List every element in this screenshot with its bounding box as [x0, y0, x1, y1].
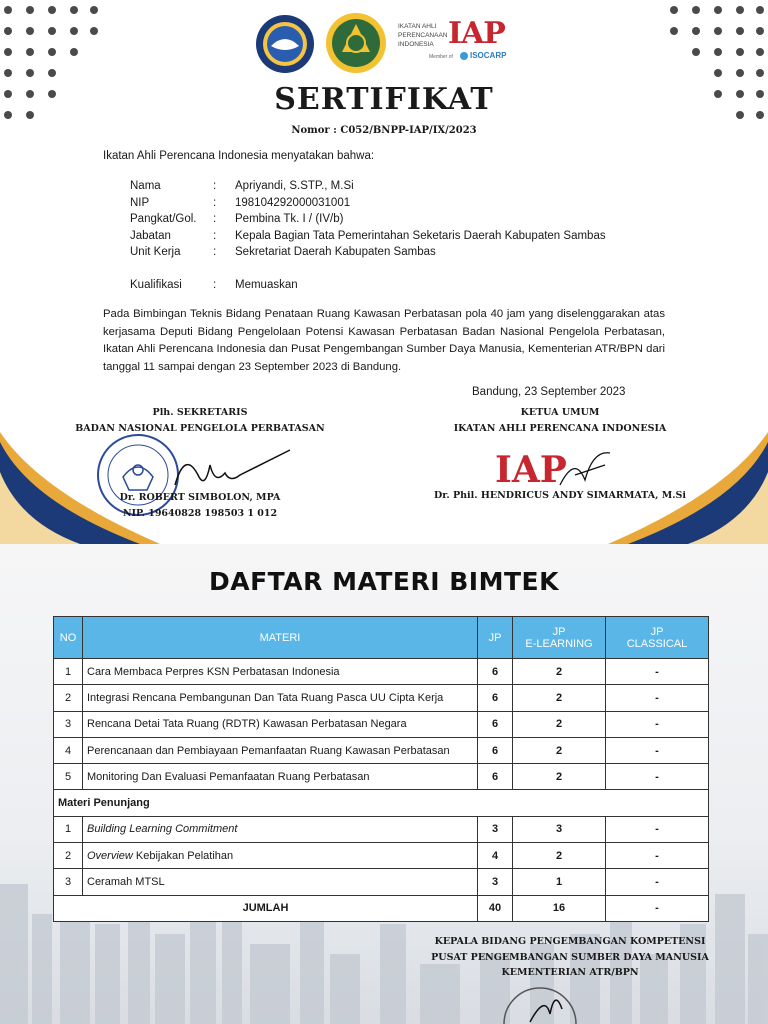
cell-classical: -: [606, 659, 709, 685]
cell-elearning: 2: [513, 659, 606, 685]
materi-table: [53, 616, 709, 922]
right-sig-line1: KETUA UMUM: [520, 407, 600, 418]
cell-elearning: 3: [513, 816, 606, 842]
field-value: Pembina Tk. I / (IV/b): [235, 213, 344, 225]
field-row: [130, 263, 606, 280]
table-row: [54, 764, 709, 790]
footer-signatory: [400, 934, 740, 981]
cell-classical: -: [606, 737, 709, 763]
field-label: Kualifikasi: [130, 279, 182, 291]
certificate-number: Nomor : C052/BNPP-IAP/IX/2023: [291, 125, 477, 136]
right-signatory-name: Dr. Phil. HENDRICUS ANDY SIMARMATA, M.Si: [433, 490, 687, 501]
cell-classical: -: [606, 843, 709, 869]
field-row: [130, 197, 606, 214]
right-signatory-title: [430, 405, 690, 437]
svg-text:IAP: IAP: [495, 449, 567, 491]
intro-text: Ikatan Ahli Perencana Indonesia menyatakan bahwa:: [103, 150, 375, 162]
cell-jp: 6: [478, 659, 513, 685]
total-row: [54, 895, 709, 921]
col-jp-header: JP: [478, 617, 513, 659]
cell-no: 1: [54, 816, 83, 842]
total-classical: -: [606, 895, 709, 921]
col-no-header: NO: [54, 617, 83, 659]
field-label: Nama: [130, 180, 161, 192]
cell-elearning: 2: [513, 737, 606, 763]
cell-elearning: 2: [513, 685, 606, 711]
field-value: Apriyandi, S.STP., M.Si: [235, 180, 354, 192]
cell-no: 2: [54, 843, 83, 869]
right-signature-icon: [555, 445, 615, 495]
field-value: Memuaskan: [235, 279, 298, 291]
cell-jp: 4: [478, 843, 513, 869]
field-colon: :: [213, 246, 217, 258]
col-materi-header: MATERI: [83, 617, 478, 659]
col-elearning-header: [513, 617, 606, 659]
footer-stamp-icon: [500, 984, 580, 1024]
materi-title: DAFTAR MATERI BIMTEK: [208, 567, 559, 596]
certificate-body: Pada Bimbingan Teknis Bidang Penataan Ruang Kawasan Perbatasan pola 40 jam yang diselenggarakan atas kerjasama Deputi Bidang Pengelolaan Potensi Kawasan Perbatasan Badan Nasional Pengelola Perbatasan, Ikatan Ahli Perencana Indonesia dan Pusat Pengembangan Sumber Daya Manusia, Kementerian ATR/BPN dari tanggal 11 sampai dengan 23 September 2023 di Bandung.: [103, 308, 665, 373]
cell-jp: 6: [478, 711, 513, 737]
col-classical-line1: JP: [650, 625, 664, 638]
field-row: [130, 213, 606, 230]
cell-no: 3: [54, 711, 83, 737]
member-of-text: Member of: [429, 54, 453, 60]
col-elearning-line2: E-LEARNING: [525, 637, 593, 650]
recipient-fields: [130, 180, 606, 296]
materi-italic: Overview: [87, 849, 133, 862]
footer-sig-line2: PUSAT PENGEMBANGAN SUMBER DAYA MANUSIA: [431, 951, 709, 963]
cell-elearning: 2: [513, 711, 606, 737]
field-row: [130, 279, 606, 296]
table-row: [54, 659, 709, 685]
field-colon: :: [213, 196, 217, 209]
field-value: Kepala Bagian Tata Pemerintahan Seketaris Daerah Kabupaten Sambas: [235, 229, 606, 242]
field-label: NIP: [130, 196, 150, 209]
logo-row: [255, 12, 525, 72]
col-classical-line2: CLASSICAL: [626, 637, 688, 650]
cell-materi: Cara Membaca Perpres KSN Perbatasan Indonesia: [83, 659, 478, 685]
field-row: [130, 246, 606, 263]
table-row: [54, 737, 709, 763]
field-row: [130, 180, 606, 197]
certificate-title: SERTIFIKAT: [274, 82, 494, 117]
cell-jp: 6: [478, 685, 513, 711]
cell-materi: Perencanaan dan Pembiayaan Pemanfaatan Ruang Kawasan Perbatasan: [83, 737, 478, 763]
materi-page: [0, 544, 768, 1024]
isocarp-dot-icon: [460, 52, 468, 60]
cell-classical: -: [606, 816, 709, 842]
left-sig-line1: Plh. SEKRETARIS: [152, 407, 248, 418]
cell-elearning: 1: [513, 869, 606, 895]
section-row: [54, 790, 709, 816]
cell-classical: -: [606, 685, 709, 711]
cell-no: 5: [54, 764, 83, 790]
section-label: Materi Penunjang: [54, 790, 709, 816]
right-sig-line2: IKATAN AHLI PERENCANA INDONESIA: [453, 423, 667, 434]
field-colon: :: [213, 229, 217, 242]
left-sig-name: Dr. ROBERT SIMBOLON, MPA: [119, 492, 281, 503]
iap-logo: IAP: [448, 16, 505, 51]
cell-no: 2: [54, 685, 83, 711]
cell-jp: 6: [478, 764, 513, 790]
cell-materi: [83, 869, 478, 895]
cell-elearning: 2: [513, 764, 606, 790]
field-colon: [213, 263, 235, 280]
cell-classical: -: [606, 869, 709, 895]
cell-materi: Monitoring Dan Evaluasi Pemanfaatan Ruang Perbatasan: [83, 764, 478, 790]
cell-no: 3: [54, 869, 83, 895]
cell-classical: -: [606, 711, 709, 737]
iap-org-text: IKATAN AHLI PERENCANAAN INDONESIA: [398, 23, 448, 48]
cell-materi: [83, 816, 478, 842]
footer-sig-line3: KEMENTERIAN ATR/BPN: [501, 967, 639, 978]
total-label: JUMLAH: [54, 895, 478, 921]
field-value: Sekretariat Daerah Kabupaten Sambas: [235, 246, 436, 258]
field-label: Jabatan: [130, 229, 171, 242]
isocarp-text: ISOCARP: [470, 51, 507, 60]
field-colon: :: [213, 279, 217, 291]
total-jp: 40: [478, 895, 513, 921]
total-elearning: 16: [513, 895, 606, 921]
left-sig-line2: BADAN NASIONAL PENGELOLA PERBATASAN: [75, 423, 325, 434]
cell-no: 4: [54, 737, 83, 763]
cell-materi: [83, 843, 478, 869]
cell-materi: Rencana Detai Tata Ruang (RDTR) Kawasan Perbatasan Negara: [83, 711, 478, 737]
table-row: [54, 843, 709, 869]
table-row: [54, 816, 709, 842]
col-classical-header: [606, 617, 709, 659]
field-value: 198104292000031001: [235, 196, 351, 209]
atr-bpn-logo-icon: [325, 12, 387, 74]
field-colon: :: [213, 180, 217, 192]
bnpp-logo-icon: [255, 14, 315, 74]
field-row: [130, 230, 606, 247]
left-sig-nip: NIP. 19640828 198503 1 012: [122, 508, 278, 519]
cell-elearning: 2: [513, 843, 606, 869]
cell-jp: 3: [478, 816, 513, 842]
wave-decoration-right: [598, 432, 768, 544]
table-row: [54, 685, 709, 711]
field-colon: :: [213, 213, 217, 225]
table-row: [54, 869, 709, 895]
col-elearning-line1: JP: [552, 625, 566, 638]
place-date: Bandung, 23 September 2023: [472, 386, 626, 398]
table-header-row: [54, 617, 709, 659]
field-label: [130, 263, 213, 280]
left-signatory-name: [95, 490, 305, 522]
materi-text: Ceramah MTSL: [87, 876, 165, 889]
footer-sig-line1: KEPALA BIDANG PENGEMBANGAN KOMPETENSI: [434, 936, 706, 947]
materi-text: Kebijakan Pelatihan: [132, 849, 234, 862]
isocarp-logo: [460, 51, 506, 60]
cell-classical: -: [606, 764, 709, 790]
cell-jp: 3: [478, 869, 513, 895]
table-row: [54, 711, 709, 737]
field-label: Pangkat/Gol.: [130, 213, 197, 225]
materi-italic: Building Learning Commitment: [87, 823, 238, 836]
cell-materi: Integrasi Rencana Pembangunan Dan Tata Ruang Pasca UU Cipta Kerja: [83, 685, 478, 711]
cell-jp: 6: [478, 737, 513, 763]
field-label: Unit Kerja: [130, 246, 181, 258]
cell-no: 1: [54, 659, 83, 685]
